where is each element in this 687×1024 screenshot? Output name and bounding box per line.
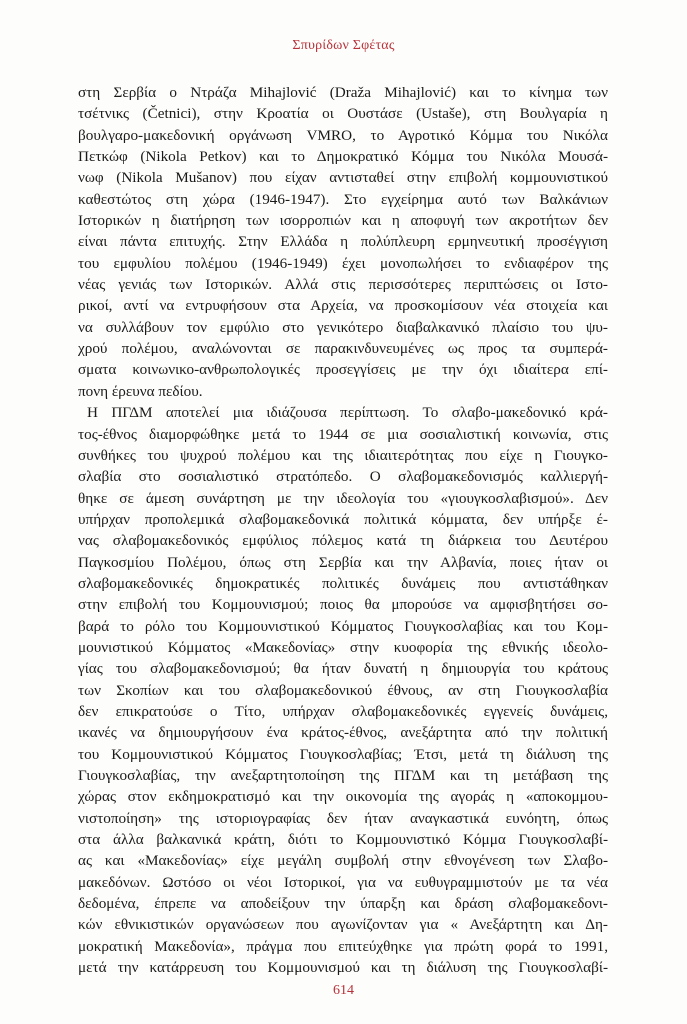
text-line: ας και «Μακεδονίας» είχε μεγάλη συμβολή στην εθνογένεση των Σλαβο- [78,852,608,870]
text-line: ικανές να δημιουργήσουν ένα κράτος-έθνος, ανεξάρτητα από την πολιτική [78,724,608,742]
text-line: σματα κοινωνικο-ανθρωπολογικές προσεγγίσεις με την όχι ιδιαίτερα επί- [78,361,608,379]
text-line: Ιστορικών η διατήρηση των ισορροπιών και η αποφυγή των ακροτήτων δεν [78,212,608,230]
text-line: βαρά το ρόλο του Κομμουνιστικού Κόμματος Γιουγκοσλαβίας και του Κομ- [78,617,608,635]
text-line: δεδομένα, έπρεπε να αποδείξουν την ύπαρξη και δράση σλαβομακεδονι- [78,895,608,913]
text-line: να συλλάβουν τον εμφύλιο στο γενικότερο διαβαλκανικό πλαίσιο του ψυ- [78,318,608,336]
text-line: βουλγαρο-μακεδονική οργάνωση VMRO, το Αγροτικό Κόμμα του Νικόλα [78,126,608,144]
text-line: υπήρχαν προπολεμικά σλαβομακεδονικά πολιτικά κόμματα, δεν υπήρξε έ- [78,510,608,528]
page-number: 614 [333,983,354,998]
text-line: σλαβία στο σοσιαλιστικό στρατόπεδο. Ο σλαβομακεδονισμός καλλιεργή- [78,468,608,486]
text-line: στα άλλα βαλκανικά κράτη, διότι το Κομμουνιστικό Κόμμα Γιουγκοσλαβί- [78,831,608,849]
text-line: είναι πάντα επιτυχής. Στην Ελλάδα η πολύπλευρη ερμηνευτική προσέγγιση [78,233,608,251]
text-line: των Σκοπίων και του σλαβομακεδονικού έθνους, αν στη Γιουγκοσλαβία [78,681,608,699]
text-line: νωφ (Nikola Mušanov) που είχαν αντισταθεί στην επιβολή κομμουνιστικού [78,169,608,187]
text-line: Γιουγκοσλαβίας, την ανεξαρτητοποίηση της ΠΓΔΜ και τη μετάβαση της [78,767,608,784]
text-line: ρικοί, αντί να εντρυφήσουν στα Αρχεία, να προσκομίσουν νέα στοιχεία και [78,297,608,315]
text-line: δεν επικρατούσε ο Τίτο, υπήρχαν σλαβομακεδονικές εγγενείς δυνάμεις, [78,702,608,720]
paragraph [78,402,608,978]
text-line: θηκε σε άμεση συνάρτηση με την ιδεολογία του «γιουγκοσλαβισμού». Δεν [78,489,608,507]
text-line: Η ΠΓΔΜ αποτελεί μια ιδιάζουσα περίπτωση. Το σλαβο-μακεδονικό κρά- [87,404,608,422]
text-line: μετά την κατάρρευση του Κομμουνισμού και τη διάλυση της Γιουγκοσλαβί- [78,959,608,977]
text-line: γίας του σλαβομακεδονισμού; θα ήταν δυνατή η δημιουργία του κράτους [78,660,608,678]
text-line: τσέτνικς (Četnici), στην Κροατία οι Ουστάσε (Ustaše), στη Βουλγαρία η [78,105,608,123]
running-head: Σπυρίδων Σφέτας [292,38,395,53]
text-line: μακεδόνων. Ωστόσο οι νέοι Ιστορικοί, για να ευθυγραμμιστούν με τα νέα [78,873,608,891]
text-line: μοκρατική Μακεδονία», πράγμα που επιτεύχθηκε για πρώτη φορά το 1991, [78,937,608,955]
paragraph [78,82,608,402]
text-line: καθεστώτος στη χώρα (1946-1947). Στο εγχείρημα αυτό των Βαλκάνιων [78,190,608,208]
text-line: στη Σερβία ο Ντράζα Mihajlović (Draža Mihajlović) και το κίνημα των [78,84,608,101]
body-text [78,82,608,978]
text-line: Παγκοσμίου Πολέμου, όπως στη Σερβία και την Αλβανία, ποιες ήταν οι [78,553,608,571]
text-line: σλαβομακεδονικές δημοκρατικές πολιτικές δυνάμεις που αντιστάθηκαν [78,574,608,592]
text-line: στην επιβολή του Κομμουνισμού; ποιος θα μπορούσε να αμφισβητήσει σο- [78,596,608,614]
text-line: του Κομμουνιστικού Κόμματος Γιουγκοσλαβίας; Έτσι, μετά τη διάλυση της [78,745,608,763]
text-line: νέας γενιάς των Ιστορικών. Αλλά στις περισσότερες περιπτώσεις οι Ιστο- [78,276,608,294]
text-line: συνθήκες του ψυχρού πολέμου και της ιδιαιτερότητας που είχε η Γιουγκο- [78,446,608,464]
text-line: πονη έρευνα πεδίου. [78,382,203,400]
text-line: νιστοποίηση» της ιστοριογραφίας δεν ήταν αναγκαστικά ευνόητη, όπως [78,809,608,827]
text-line: νας σλαβομακεδονικός εμφύλιος πόλεμος κατά τη διάρκεια του Δευτέρου [78,532,608,550]
text-line: χώρας στον εκδημοκρατισμό και την οικονομία της αγοράς η «αποκομμου- [78,788,608,806]
text-line: Πετκώφ (Nikola Petkov) και το Δημοκρατικό Κόμμα του Νικόλα Μουσά- [78,148,608,166]
text-line: μουνιστικού Κόμματος «Μακεδονίας» στην κυοφορία της εθνικής ιδεολο- [78,638,608,656]
text-line: του εμφυλίου πολέμου (1946-1949) έχει μονοπωλήσει το ενδιαφέρον της [78,254,608,272]
text-line: χρού πολέμου, αναλώνονται σε παρακινδυνευμένες ως προς τα συμπερά- [78,340,608,358]
text-line: κών εθνικιστικών οργανώσεων που αγωνίζονταν για « Ανεξάρτητη και Δη- [78,916,608,934]
text-line: τος-έθνος διαμορφώθηκε μετά το 1944 σε μια σοσιαλιστική κοινωνία, στις [78,425,608,443]
